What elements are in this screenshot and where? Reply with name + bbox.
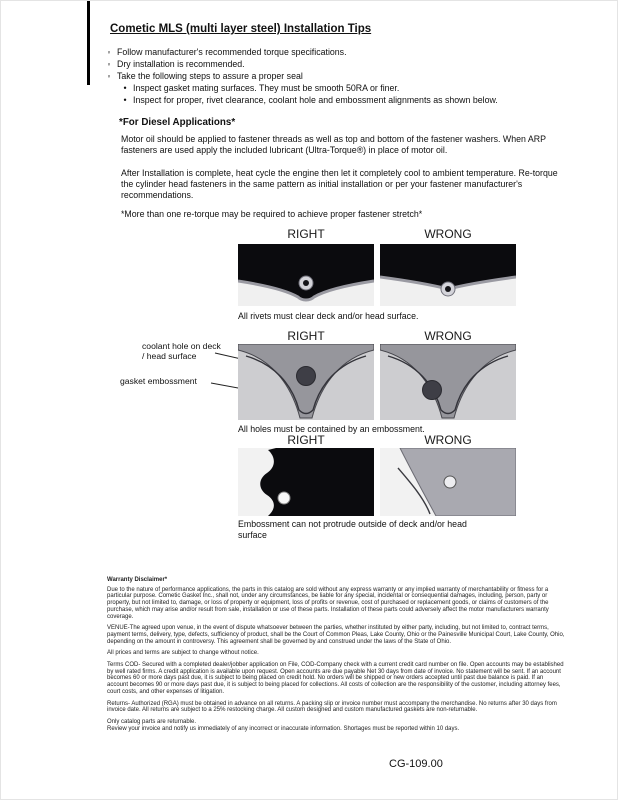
diesel-heading: *For Diesel Applications* bbox=[119, 117, 236, 128]
disclaimer-paragraph: Review your invoice and notify us immediately of any incorrect or inaccurate information. Shortages must be reported within 10 days. bbox=[107, 725, 460, 732]
disclaimer-paragraph: VENUE-The agreed upon venue, in the event of dispute whatsoever between the parties, whether instituted by either party, including, but not limited to, contract terms, payment terms, delivery, type, defects, sufficiency of product, shall be the Court of Common Pleas, Lake County, Ohio or the Painesville Municipal Court, Lake County, Ohio, depending on the amount in controversy. This agreement shall be governed by and construed under the laws of the State of Ohio. bbox=[107, 625, 565, 645]
retorque-note: *More than one re-torque may be required to achieve proper fastener stretch* bbox=[121, 209, 423, 219]
diagram-embossment-wrong bbox=[380, 448, 516, 516]
right-label-row2: RIGHT bbox=[287, 329, 325, 343]
list-item bbox=[105, 46, 575, 58]
disclaimer-paragraph: Returns- Authorized (RGA) must be obtained in advance on all returns. A packing slip or invoice number must accompany the merchandise. No returns after 30 days from invoice date. All returns are subject to a 25% restocking charge. All custom designed and custom manufactured gaskets are non-returnable. bbox=[107, 700, 557, 714]
right-label-row1: RIGHT bbox=[287, 227, 325, 241]
wrong-label-row2: WRONG bbox=[424, 329, 472, 343]
list-item-text: Inspect for proper, rivet clearance, coolant hole and embossment alignments as shown below. bbox=[133, 95, 498, 105]
bullet-icon: ◦ bbox=[107, 71, 111, 81]
registration-mark bbox=[87, 1, 90, 85]
diesel-paragraph-1: Motor oil should be applied to fastener threads as well as top and bottom of the fastener washers. When ARP fasteners are used apply the included lubricant (Ultra-Torque®) in place of motor oil. bbox=[121, 134, 546, 156]
list-item bbox=[105, 70, 575, 82]
diesel-paragraph-2: After Installation is complete, heat cycle the engine then let it completely cool to ambient temperature. Re-torque the cylinder head fasteners in the same pattern as initial installation or per your fastener manufacturer's recommendations. bbox=[121, 168, 558, 201]
coolant-hole-callout: coolant hole on deck / head surface bbox=[142, 341, 221, 361]
list-item bbox=[105, 58, 575, 70]
right-label-row3: RIGHT bbox=[287, 433, 325, 447]
caption-row3: Embossment can not protrude outside of deck and/or head surface bbox=[238, 519, 467, 540]
tips-list bbox=[105, 46, 575, 106]
diagram-embossment-right bbox=[238, 448, 374, 516]
bullet-icon: ◦ bbox=[107, 59, 111, 69]
diagram-rivet-right bbox=[238, 244, 374, 306]
disclaimer-paragraph: All prices and terms are subject to change without notice. bbox=[107, 650, 259, 657]
list-item-text: Take the following steps to assure a proper seal bbox=[117, 71, 303, 81]
list-item bbox=[121, 82, 575, 94]
list-item bbox=[121, 94, 575, 106]
bullet-icon: • bbox=[123, 83, 127, 93]
bullet-icon: • bbox=[123, 95, 127, 105]
gasket-embossment-callout: gasket embossment bbox=[120, 376, 197, 386]
wrong-label-row3: WRONG bbox=[424, 433, 472, 447]
caption-row1: All rivets must clear deck and/or head surface. bbox=[238, 311, 419, 321]
warranty-disclaimer bbox=[107, 577, 565, 732]
list-item-text: Dry installation is recommended. bbox=[117, 59, 245, 69]
page-title: Cometic MLS (multi layer steel) Installation Tips bbox=[110, 23, 372, 35]
disclaimer-paragraph: Due to the nature of performance applications, the parts in this catalog are sold without any express warranty or any implied warranty of merchantability or fitness for a particular purpose. Cometic Gasket Inc., shall not, under any circumstances, be liable for any special, incidental or consequential damages, including, person, party or property, but not limited to, damage, or loss of property or equipment, loss of profits or revenue, cost of purchased or replacement goods, or claims of customers of the purchase, which may arise and/or result from sale, installation or use of these parts. Installation of these parts could adversely affect the motor manufacturers warranty coverage. bbox=[107, 586, 549, 620]
caption-row2: All holes must be contained by an embossment. bbox=[238, 424, 425, 434]
disclaimer-heading: Warranty Disclaimer* bbox=[107, 577, 168, 583]
disclaimer-paragraph: Only catalog parts are returnable. bbox=[107, 718, 197, 725]
disclaimer-paragraph: Terms COD- Secured with a completed dealer/jobber application on File, COD-Company check with a current credit card number on file. Open accounts may be established by well rated firms. A credit application is available upon request. Open accounts are due payable Net 30 days from date of invoice. No statement will be sent. If an account becomes 60 or more days past due, it is subject to being placed on credit hold. No orders will be shipped or new orders accepted until past due balance is paid. If an account becomes 90 or more days past due, it is subject to being placed for collections. All costs of collection are the responsibility of the customer, including attorney fees, court costs, and other expenses of litigation. bbox=[107, 662, 564, 695]
wrong-label-row1: WRONG bbox=[424, 227, 472, 241]
list-item-text: Inspect gasket mating surfaces. They must be smooth 50RA or finer. bbox=[133, 83, 400, 93]
bullet-icon: ◦ bbox=[107, 47, 111, 57]
page-number: CG-109.00 bbox=[389, 758, 443, 770]
list-item-text: Follow manufacturer's recommended torque specifications. bbox=[117, 47, 347, 57]
diagram-rivet-wrong bbox=[380, 244, 516, 306]
diagram-coolant-right bbox=[238, 344, 374, 420]
diagram-coolant-wrong bbox=[380, 344, 516, 420]
